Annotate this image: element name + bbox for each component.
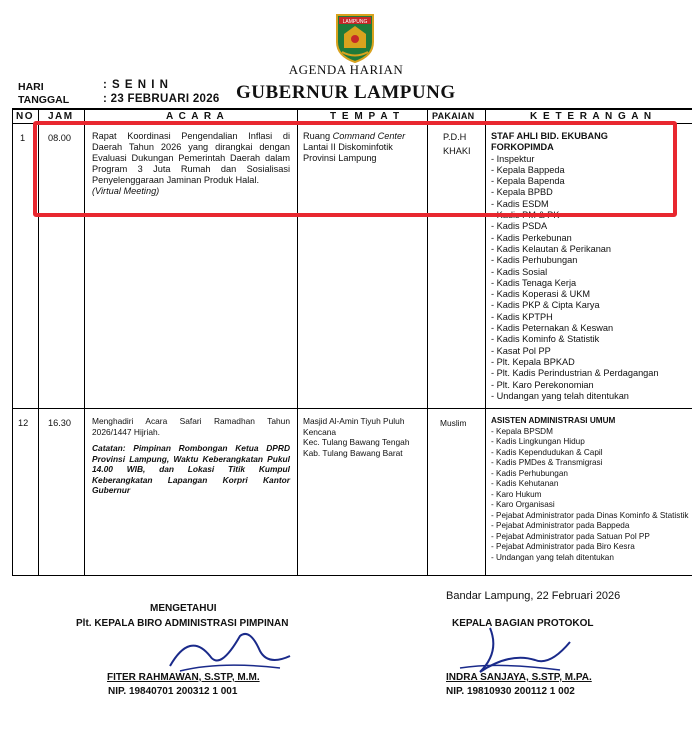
- ket-head: ASISTEN ADMINISTRASI UMUM: [491, 416, 616, 425]
- hari-label: HARI: [18, 81, 44, 93]
- left-signatory-name: FITER RAHMAWAN, S.STP, M.M.: [107, 672, 260, 683]
- ket-item: - Inspektur: [491, 153, 535, 164]
- tempat-italic: Command Center: [332, 131, 406, 141]
- highlight-box: [33, 121, 677, 217]
- row-no: 12: [18, 418, 29, 428]
- ket-item: - Kadis Koperasi & UKM: [491, 289, 591, 300]
- mengetahui-label: MENGETAHUI: [150, 603, 217, 614]
- ket-item: - Plt. Kadis Perindustrian & Perdagangan: [491, 368, 659, 379]
- tempat-rest: Lantai II Diskominfotik Provinsi Lampung: [303, 142, 393, 163]
- col-header-no: NO: [16, 111, 34, 122]
- left-signatory-title: Plt. KEPALA BIRO ADMINISTRASI PIMPINAN: [76, 618, 289, 629]
- left-signature-scribble: [150, 626, 300, 678]
- ket-item: - Kadis PSDA: [491, 221, 548, 232]
- lampung-crest-logo: [334, 12, 376, 64]
- ket-item: - Kepala BPBD: [491, 187, 553, 198]
- row-no: 1: [20, 133, 26, 143]
- right-signature-scribble: [440, 622, 590, 678]
- row-tempat: [303, 416, 425, 458]
- col-header-jam: JAM: [48, 111, 74, 122]
- ket-item: - Kadis KPTPH: [491, 311, 553, 322]
- agenda-title: AGENDA HARIAN: [288, 62, 404, 77]
- ket-item: - Kadis Kependudukan & Capil: [491, 447, 603, 457]
- ket-item: - Plt. Kepala BPKAD: [491, 356, 575, 367]
- acara-note: (Virtual Meeting): [92, 186, 160, 196]
- row-keterangan: [491, 416, 689, 563]
- ket-item: - Kadis Kelautan & Perikanan: [491, 243, 612, 254]
- acara-text: Menghadiri Acara Safari Ramadhan Tahun 2026/1447 Hijriah.: [92, 416, 290, 437]
- col-header-tempat: T E M P A T: [330, 111, 401, 122]
- governor-title: GUBERNUR LAMPUNG: [236, 82, 456, 103]
- ket-item: - Kasat Pol PP: [491, 345, 551, 356]
- hari-value: : S E N I N: [103, 79, 169, 91]
- ket-item: - Kadis Perhubungan: [491, 255, 578, 266]
- tempat-line: Kab. Tulang Bawang Barat: [303, 447, 403, 458]
- ket-item: - Kadis PKP & Cipta Karya: [491, 300, 600, 311]
- left-signatory-nip: NIP. 19840701 200312 1 001: [108, 686, 238, 697]
- ket-item: - Plt. Karo Perekonomian: [491, 379, 594, 390]
- ket-item: - Pejabat Administrator pada Biro Kesra: [491, 542, 635, 551]
- tempat-prefix: Ruang: [303, 131, 333, 141]
- ket-item: - Kadis PM & PK: [491, 210, 560, 221]
- ket-item: - Pejabat Administrator pada Bappeda: [491, 521, 630, 530]
- right-signatory-nip: NIP. 19810930 200112 1 002: [446, 686, 575, 697]
- row-time: 08.00: [48, 133, 71, 143]
- col-header-acara: A C A R A: [166, 111, 226, 122]
- right-signatory-title: KEPALA BAGIAN PROTOKOL: [452, 618, 594, 629]
- ket-item: - Pejabat Administrator pada Satuan Pol PP: [491, 531, 650, 541]
- right-signatory-name: INDRA SANJAYA, S.STP, M.PA.: [446, 672, 592, 683]
- ket-item: - Kadis Kehutanan: [491, 479, 559, 488]
- crest-text: LAMPUNG: [342, 19, 368, 25]
- ket-item: - Karo Hukum: [491, 489, 542, 499]
- place-date: Bandar Lampung, 22 Februari 2026: [446, 590, 621, 602]
- ket-item: - Kadis Perkebunan: [491, 232, 572, 243]
- ket-item: - Pejabat Administrator pada Dinas Kominfo & Statistik: [491, 510, 689, 520]
- tanggal-label: TANGGAL: [18, 94, 70, 106]
- ket-item: - Kadis Kominfo & Statistik: [491, 334, 600, 345]
- ket-item: - Kadis Sosial: [491, 266, 548, 277]
- ket-item: - Kadis Tenaga Kerja: [491, 277, 577, 288]
- pakaian-line-1: P.D.H: [443, 132, 467, 142]
- row-acara: [92, 416, 290, 496]
- row-time: 16.30: [48, 418, 71, 428]
- tanggal-value: : 23 FEBRUARI 2026: [103, 93, 220, 105]
- ket-item: - Undangan yang telah ditentukan: [491, 552, 614, 562]
- ket-item: - Kepala BPSDM: [491, 426, 553, 436]
- acara-text: Rapat Koordinasi Pengendalian Inflasi di Daerah Tahun 2026 yang dirangkai dengan Evaluasi Dukungan Pemerintah Daerah dalam Program 3 Juta Rumah dan Sosialisasi Penyelenggaraan Jaminan Produk Halal.: [92, 131, 290, 185]
- tempat-line: Masjid Al-Amin Tiyuh Puluh Kencana: [303, 416, 405, 437]
- pakaian-line-2: KHAKI: [443, 146, 471, 156]
- ket-item: - Kadis Peternakan & Keswan: [491, 323, 614, 334]
- ket-item: - Undangan yang telah ditentukan: [491, 390, 629, 401]
- tempat-line: Kec. Tulang Bawang Tengah: [303, 437, 410, 447]
- ket-item: - Kadis ESDM: [491, 198, 549, 209]
- ket-item: - Kepala Bapenda: [491, 176, 565, 187]
- ket-item: - Karo Organisasi: [491, 500, 555, 509]
- ket-item: - Kadis PMDes & Transmigrasi: [491, 458, 603, 467]
- ket-item: - Kadis Lingkungan Hidup: [491, 437, 585, 446]
- ket-item: - Kadis Perhubungan: [491, 468, 568, 478]
- ket-head: STAF AHLI BID. EKUBANG: [491, 131, 608, 141]
- ket-item: - Kepala Bappeda: [491, 164, 565, 175]
- row-pakaian: Muslim: [440, 418, 467, 428]
- col-header-pakaian: PAKAIAN: [432, 111, 475, 121]
- col-header-keterangan: K E T E R A N G A N: [530, 111, 653, 122]
- acara-catatan: Catatan: Pimpinan Rombongan Ketua DPRD Provinsi Lampung, Waktu Keberangkatan Pukul 14.00 WIB, dan Lokasi Titik Kumpul Keberangkatan Lapangan Korpri Kantor Gubernur: [92, 443, 290, 495]
- ket-head: FORKOPIMDA: [491, 142, 554, 153]
